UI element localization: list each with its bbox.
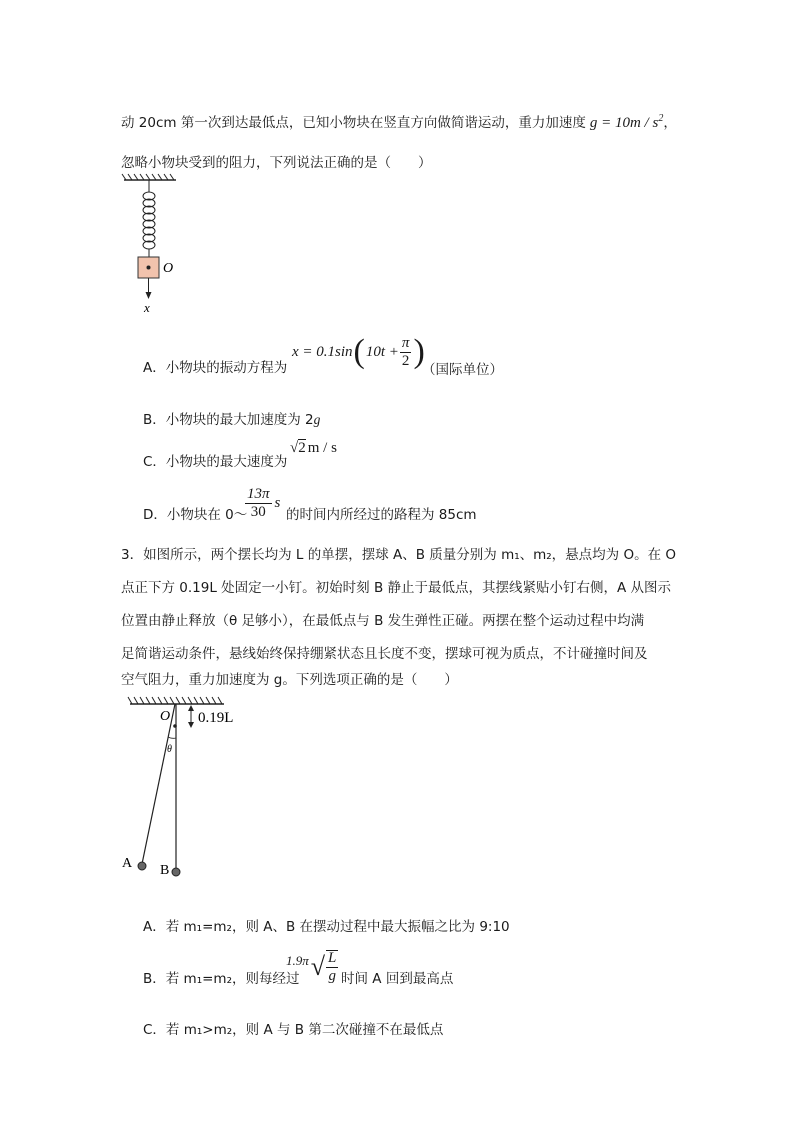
vibration-equation: x = 0.1sin ( 10t + $\frac{\pi}{2}$ ) (292, 333, 425, 370)
pivot-label: O (160, 709, 171, 724)
ball-b-label: B (160, 863, 170, 878)
angle-label: θ (167, 744, 172, 755)
q3-option-b: B．若 m₁=m₂，则每经过 (143, 971, 300, 987)
option-a: A．小物块的振动方程为 (143, 360, 288, 376)
pendulum-figure (118, 693, 258, 885)
q3-option-a: A．若 m₁=m₂，则 A、B 在摆动过程中最大振幅之比为 9:10 (143, 919, 510, 935)
origin-label: O (163, 261, 174, 276)
max-speed-expression: √2 m / s (290, 440, 337, 456)
nail-distance-label: 0.19L (198, 710, 234, 726)
spring-block-figure (118, 172, 198, 317)
x-axis-label: x (144, 300, 150, 315)
q3-line-2: 点正下方 0.19L 处固定一小钉。初始时刻 B 静止于最低点，其摆线紧贴小钉右侧，A 从图示 (121, 580, 672, 596)
q3-option-b-suffix: 时间 A 回到最高点 (341, 971, 454, 987)
ball-a-label: A (122, 856, 133, 871)
unit-note: （国际单位） (422, 362, 503, 378)
q3-line-1: 3．如图所示，两个摆长均为 L 的单摆，摆球 A、B 质量分别为 m₁、m₂，悬点均为 O。在 O (121, 547, 677, 563)
q3-line-4: 足简谐运动条件，悬线始终保持绷紧状态且长度不变，摆球可视为质点，不计碰撞时间及 (121, 646, 648, 662)
time-interval-expression: $\frac{13\pi}{30}$ s (247, 486, 281, 520)
q3-line-5: 空气阻力，重力加速度为 g。下列选项正确的是（ ） (121, 672, 458, 688)
q3-option-c: C．若 m₁>m₂，则 A 与 B 第二次碰撞不在最低点 (143, 1022, 444, 1038)
option-b: B．小物块的最大加速度为 2g (143, 412, 321, 428)
intro-line-2: 忽略小物块受到的阻力，下列说法正确的是（ ） (121, 155, 432, 171)
option-d: D．小物块在 0～ (143, 507, 248, 523)
option-d-suffix: 的时间内所经过的路程为 85cm (286, 507, 477, 523)
intro-line-1: 动 20cm 第一次到达最低点，已知小物块在竖直方向做简谐运动，重力加速度 $g = 10m / s^2$， (121, 113, 677, 131)
period-expression: 1.9π √ $\frac{L}{g}$ (286, 950, 337, 984)
q3-line-3: 位置由静止释放（θ 足够小），在最低点与 B 发生弹性正碰。两摆在整个运动过程中均满 (121, 613, 645, 629)
option-c: C．小物块的最大速度为 (143, 454, 288, 470)
intro-text: 动 20cm 第一次到达最低点，已知小物块在竖直方向做简谐运动，重力加速度 (121, 115, 586, 131)
gravity-expression: $g = 10m / s^2$ (589, 113, 664, 131)
